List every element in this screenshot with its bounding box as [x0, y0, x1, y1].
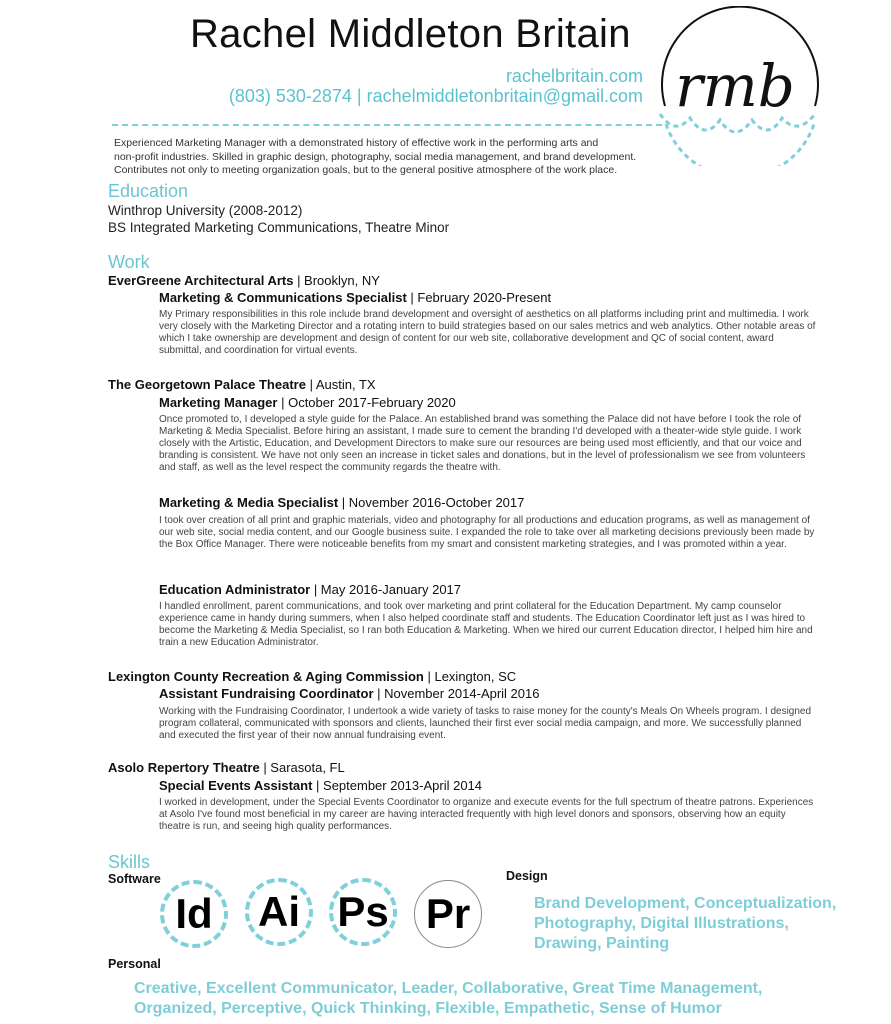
role-title: Marketing Manager [159, 395, 278, 410]
illustrator-icon: Ai [245, 878, 313, 946]
design-skills-line: Drawing, Painting [534, 935, 670, 952]
website[interactable]: rachelbritain.com [505, 66, 643, 86]
job-description: I took over creation of all print and graphic materials, video and photography for all productions and education programs, as well as management of our web site, social media content, and our Google business suite. I expanded the role to take over all marketing decisions previously been made by the Box Office Manager. There were noticeable benefits from my smart and consistent marketing strategies, and I was promoted within a year. [159, 515, 815, 550]
job-role [159, 582, 461, 597]
role-dates: | November 2014-April 2016 [373, 686, 540, 701]
design-skills-line: Photography, Digital Illustrations, [534, 915, 789, 932]
job-description: I worked in development, under the Special Events Coordinator to organize and execute events for the full spectrum of theatre patrons. Experiences at Asolo I've found most beneficial in my career are having interacted frequently with high level donors and sponsors, observing how an equity theatre is run, and seeing high quality performances. [159, 797, 814, 832]
role-dates: | November 2016-October 2017 [338, 495, 525, 510]
role-title: Assistant Fundraising Coordinator [159, 686, 374, 701]
job-description: Working with the Fundraising Coordinator, I undertook a wide variety of tasks to raise money for the county's Meals On Wheels program. I designed program collateral, communicated with sponsors and clients, launched their first ever social media campaign, and more. We successfully planned and executed the first year of their now annual fundraising event. [159, 706, 812, 741]
org-name: The Georgetown Palace Theatre [108, 377, 306, 392]
job-description: I handled enrollment, parent communications, and took over marketing and print collateral for the Education Department. My camp counselor experience came in handy during summers, when I also helped coordinate staff and students. The Education Coordinator left just as I was hired to become the Marketing & Media Specialist, so I ran both Education & Marketing. When we hired our current Education director, I helped him hire and train a new Education Administrator. [159, 601, 813, 648]
org-name: Asolo Repertory Theatre [108, 760, 260, 775]
role-title: Marketing & Communications Specialist [159, 290, 407, 305]
phone-email[interactable]: (803) 530-2874 | rachelmiddletonbritain@gmail.com [228, 86, 643, 106]
role-title: Special Events Assistant [159, 778, 313, 793]
role-title: Marketing & Media Specialist [159, 495, 339, 510]
education-degree: BS Integrated Marketing Communications, Theatre Minor [108, 220, 450, 235]
skills-heading: Skills [108, 852, 151, 872]
role-dates: | October 2017-February 2020 [277, 395, 456, 410]
org-location: | Brooklyn, NY [293, 273, 380, 288]
work-heading: Work [108, 252, 150, 272]
job-description: My Primary responsibilities in this role include brand development and oversight of aesthetics on all platforms including print and multimedia. I work very closely with the Marketing Director and a rotating intern to build strategies based on our sales metrics and web analytics. Other notable areas of which I take ownership are development and design of content for our web site, collaborative development and QC of social content, award submittal, and coordination for virtual events. [159, 309, 816, 356]
summary-line: Experienced Marketing Manager with a demonstrated history of effective work in the performing arts and [114, 137, 599, 149]
indesign-icon: Id [160, 880, 228, 948]
org-name: EverGreene Architectural Arts [108, 273, 294, 288]
summary-line: non-profit industries. Skilled in graphic design, photography, social media management, and brand development. [114, 150, 637, 163]
job-role [159, 395, 456, 410]
role-title: Education Administrator [159, 582, 311, 597]
role-dates: | September 2013-April 2014 [312, 778, 483, 793]
education-heading: Education [108, 181, 189, 201]
photoshop-icon: Ps [329, 878, 397, 946]
personal-skills-line: Creative, Excellent Communicator, Leader, Collaborative, Great Time Management, [134, 980, 763, 997]
job-org [108, 273, 380, 288]
header-divider [112, 124, 662, 126]
job-role [159, 686, 539, 701]
org-name: Lexington County Recreation & Aging Commission [108, 669, 424, 684]
summary-line: Contributes not only to meeting organization goals, but to the general positive atmosphere of the work place. [114, 164, 618, 176]
design-skills [534, 894, 836, 954]
job-role [159, 495, 524, 510]
premiere-icon: Pr [414, 880, 482, 948]
summary [114, 137, 674, 178]
job-role [159, 778, 482, 793]
job-role [159, 290, 551, 305]
job-description: Once promoted to, I developed a style guide for the Palace. An established brand was something the Palace did not have before I took the role of Marketing & Media Specialist. Before hiring an assistant, I made sure to cement the branding I'd developed with a theater-wide style guide. I work closely with the Artistic, Education, and Development Directors to make sure our resources are being used most efficiently, and that our voice and branding is consistent. We have not only seen an increase in ticket sales and donations, but in the level of professionalism we see from volunteers and staff, as well as the level respect the community regards the theatre with. [159, 414, 806, 473]
job-org [108, 760, 345, 775]
org-location: | Lexington, SC [423, 669, 517, 684]
design-label: Design [506, 869, 548, 883]
monogram-text: rmb [675, 52, 795, 120]
role-dates: | February 2020-Present [406, 290, 552, 305]
role-dates: | May 2016-January 2017 [310, 582, 462, 597]
education-school: Winthrop University (2008-2012) [108, 203, 303, 218]
personal-skills [134, 979, 762, 1019]
org-location: | Austin, TX [305, 377, 376, 392]
candidate-name: Rachel Middleton Britain [190, 12, 631, 56]
personal-label: Personal [108, 957, 161, 971]
job-org [108, 377, 376, 392]
personal-skills-line: Organized, Perceptive, Quick Thinking, Flexible, Empathetic, Sense of Humor [134, 1000, 722, 1017]
org-location: | Sarasota, FL [259, 760, 345, 775]
software-label: Software [108, 872, 161, 886]
design-skills-line: Brand Development, Conceptualization, [534, 895, 837, 912]
job-org [108, 669, 516, 684]
